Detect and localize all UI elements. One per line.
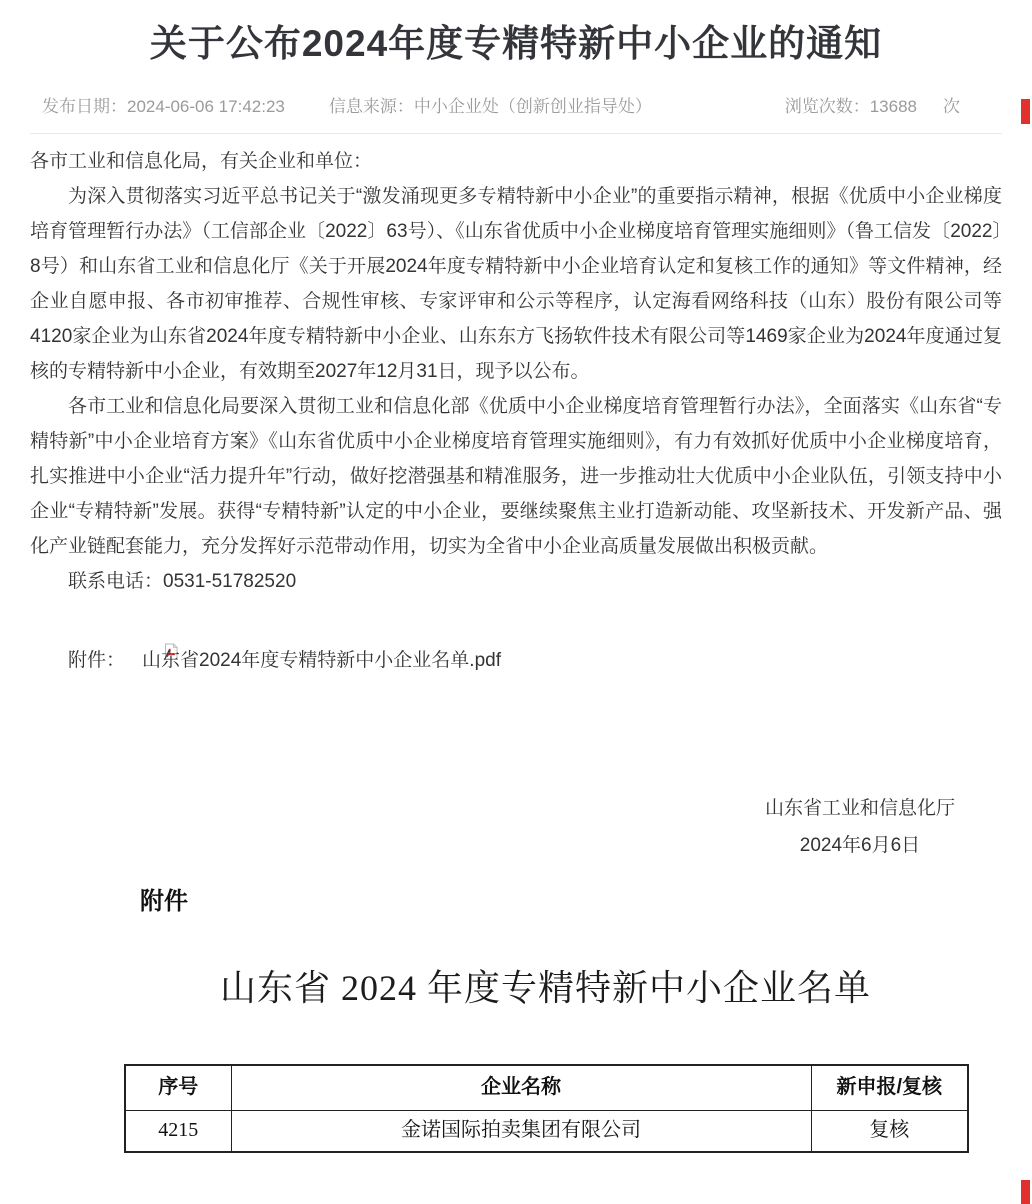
view-count-value: 13688 xyxy=(869,97,917,116)
signature-date: 2024年6月6日 xyxy=(799,835,921,856)
signature-org: 山东省工业和信息化厅 xyxy=(764,798,955,819)
attachment-line xyxy=(30,637,1002,678)
cell-apply-type: 复核 xyxy=(811,1110,968,1152)
body-paragraph-2: 各市工业和信息化局要深入贯彻工业和信息化部《优质中小企业梯度培育管理暂行办法》，全面落实《山东省“专精特新”中小企业培育方案》《山东省优质中小企业梯度培育管理实施细则》，有力有效抓好优质中小企业梯度培育，扎实推进中小企业“活力提升年”行动，做好挖潜强基和精准服务，进一步推动壮大优质中小企业队伍，引领支持中小企业“专精特新”发展。获得“专精特新”认定的中小企业，要继续聚焦主业打造新动能、攻坚新技术、开发新产品、强化产业链配套能力，充分发挥好示范带动作用，切实为全省中小企业高质量发展做出积极贡献。 xyxy=(30,396,1002,557)
attachment-doc-title: 山东省 2024 年度专精特新中小企业名单 xyxy=(219,968,871,1008)
signature-block xyxy=(765,790,955,864)
body-paragraph-1: 为深入贯彻落实习近平总书记关于“激发涌现更多专精特新中小企业”的重要指示精神，根据《优质中小企业梯度培育管理暂行办法》（工信部企业〔2022〕63号）、《山东省优质中小企业梯度培育管理实施细则》（鲁工信发〔2022〕8号）和山东省工业和信息化厅《关于开展2024年度专精特新中小企业培育认定和复核工作的通知》等文件精神，经企业自愿申报、各市初审推荐、合规性审核、专家评审和公示等程序，认定海看网络科技（山东）股份有限公司等4120家企业为山东省2024年度专精特新中小企业、山东东方飞扬软件技术有限公司等1469家企业为2024年度通过复核的专精特新中小企业，有效期至2027年12月31日，现予以公布。 xyxy=(30,186,1002,382)
pdf-icon xyxy=(125,637,141,654)
attachment-label: 附件： xyxy=(68,650,126,671)
publish-date-value: 2024-06-06 17:42:23 xyxy=(127,97,285,116)
view-count-unit: 次 xyxy=(943,97,960,116)
contact-phone: 联系电话：0531-51782520 xyxy=(68,571,297,592)
header-apply-type: 新申报/复核 xyxy=(811,1065,968,1110)
view-count-label: 浏览次数： xyxy=(784,97,870,116)
cell-company-name: 金诺国际拍卖集团有限公司 xyxy=(231,1110,811,1152)
attachment-pdf-link[interactable]: 山东省2024年度专精特新中小企业名单.pdf xyxy=(142,650,501,671)
table-row xyxy=(125,1110,968,1152)
salutation: 各市工业和信息化局，有关企业和单位： xyxy=(30,151,373,172)
scrollbar-marker-bottom xyxy=(1021,1180,1030,1204)
view-count xyxy=(785,92,960,117)
enterprise-table xyxy=(124,1064,969,1153)
publish-date xyxy=(42,92,285,117)
attachment-document-preview xyxy=(124,968,967,1153)
cell-seq: 4215 xyxy=(125,1110,231,1152)
info-source xyxy=(329,92,652,117)
header-seq: 序号 xyxy=(125,1065,231,1110)
publish-date-label: 发布日期： xyxy=(42,97,127,116)
header-company-name: 企业名称 xyxy=(231,1065,811,1110)
info-source-value: 中小企业处（创新创业指导处） xyxy=(413,97,652,116)
attachment-section-heading: 附件 xyxy=(140,888,188,915)
table-header-row xyxy=(125,1065,968,1110)
notice-body xyxy=(0,134,1032,1153)
info-source-label: 信息来源： xyxy=(328,97,414,116)
meta-bar xyxy=(42,92,1000,114)
page-title: 关于公布2024年度专精特新中小企业的通知 xyxy=(149,23,883,64)
scrollbar-marker-top xyxy=(1021,99,1030,124)
